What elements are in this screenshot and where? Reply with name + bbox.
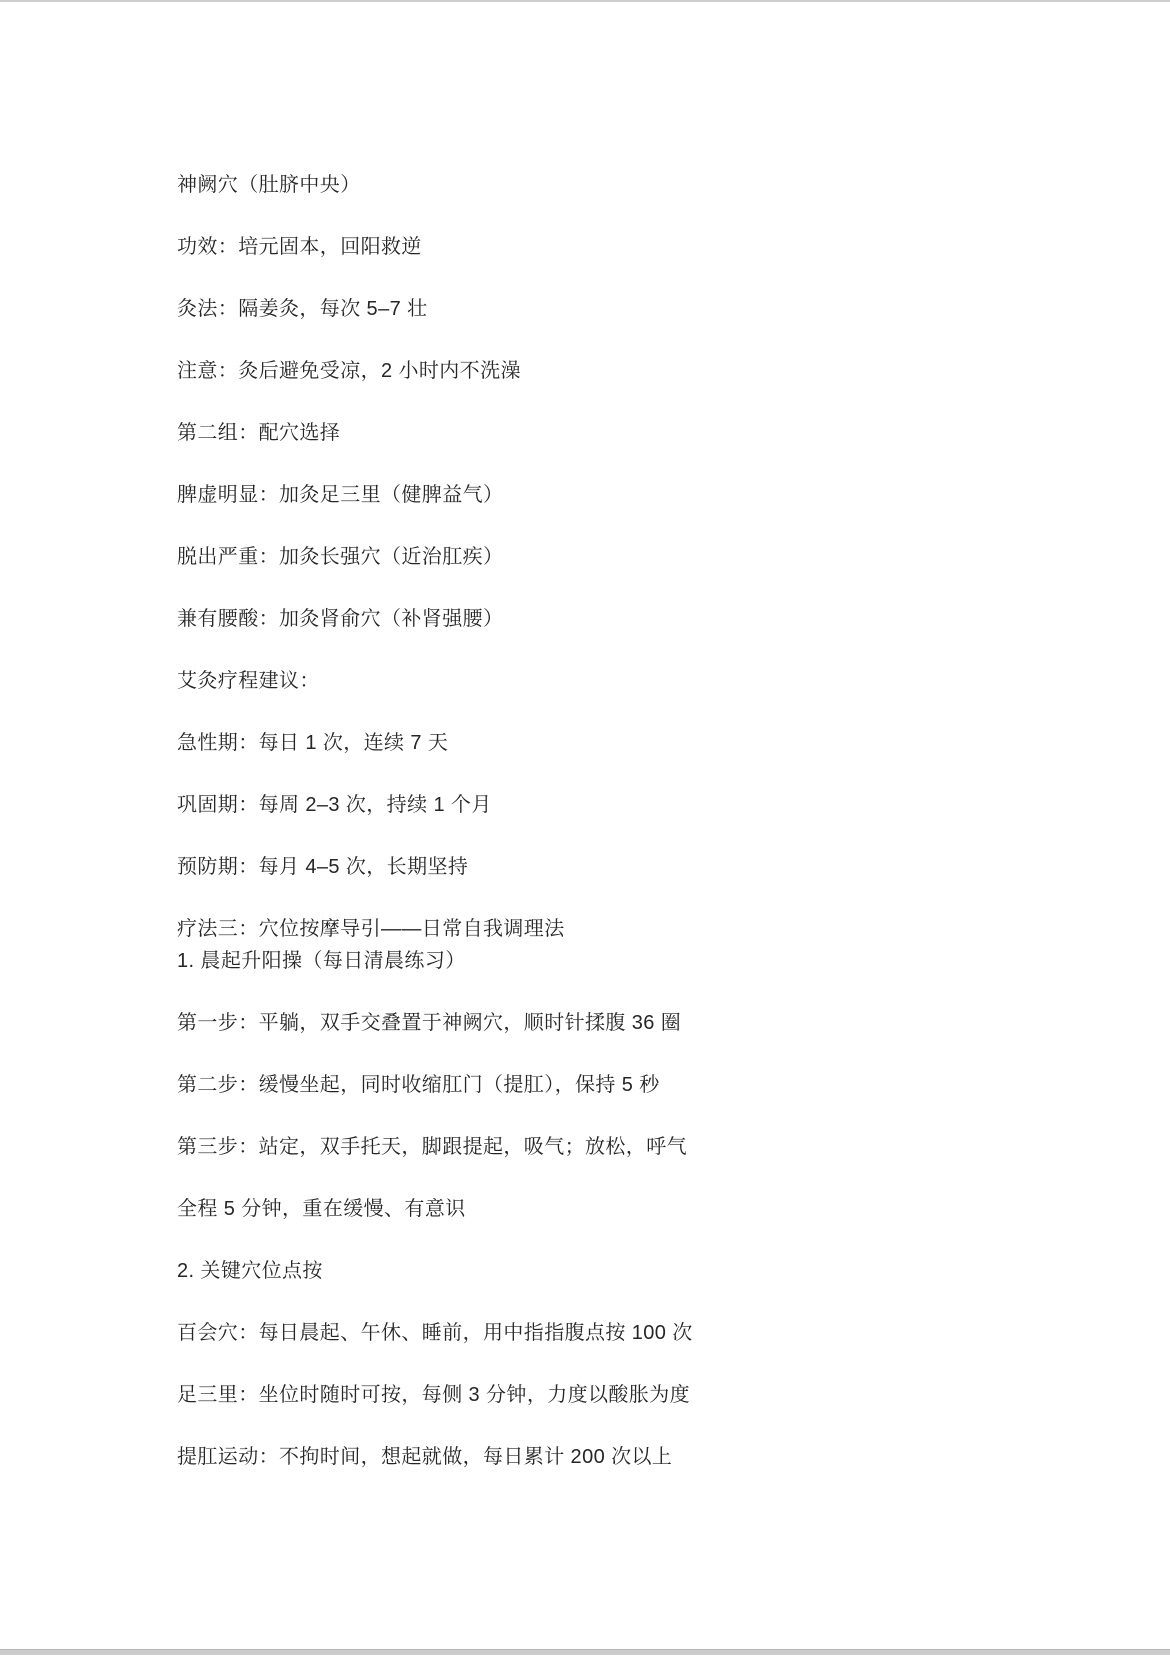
text-line: 注意：灸后避免受凉，2 小时内不洗澡 <box>177 360 521 382</box>
text-paragraph <box>177 1131 1117 1163</box>
text-paragraph <box>177 1441 1117 1473</box>
text-line: 兼有腰酸：加灸肾俞穴（补肾强腰） <box>177 608 504 630</box>
text-line: 神阙穴（肚脐中央） <box>177 174 361 196</box>
text-paragraph <box>177 1007 1117 1039</box>
text-paragraph <box>177 479 1117 511</box>
text-paragraph <box>177 231 1117 263</box>
text-paragraph <box>177 541 1117 573</box>
text-line: 1. 晨起升阳操（每日清晨练习） <box>177 950 466 972</box>
text-paragraph <box>177 1255 1117 1287</box>
text-line: 艾灸疗程建议： <box>177 670 320 692</box>
text-paragraph <box>177 851 1117 883</box>
text-line: 脾虚明显：加灸足三里（健脾益气） <box>177 484 504 506</box>
text-line: 疗法三：穴位按摩导引——日常自我调理法 <box>177 918 565 940</box>
text-paragraph <box>177 913 1117 977</box>
text-line: 功效：培元固本，回阳救逆 <box>177 236 422 258</box>
top-border-line <box>0 0 1170 2</box>
text-paragraph <box>177 789 1117 821</box>
text-line: 第三步：站定，双手托天，脚跟提起，吸气；放松，呼气 <box>177 1136 687 1158</box>
text-line: 百会穴：每日晨起、午休、睡前，用中指指腹点按 100 次 <box>177 1322 693 1344</box>
text-paragraph <box>177 603 1117 635</box>
text-line: 全程 5 分钟，重在缓慢、有意识 <box>177 1198 466 1220</box>
text-paragraph <box>177 293 1117 325</box>
text-line: 脱出严重：加灸长强穴（近治肛疾） <box>177 546 504 568</box>
text-line: 提肛运动：不拘时间，想起就做，每日累计 200 次以上 <box>177 1446 673 1468</box>
text-line: 2. 关键穴位点按 <box>177 1260 323 1282</box>
text-paragraph <box>177 1317 1117 1349</box>
text-line: 第二组：配穴选择 <box>177 422 341 444</box>
text-paragraph <box>177 169 1117 201</box>
text-line: 预防期：每月 4–5 次，长期坚持 <box>177 856 469 878</box>
bottom-edge-bar <box>0 1649 1170 1655</box>
text-paragraph <box>177 665 1117 697</box>
text-paragraph <box>177 355 1117 387</box>
text-line: 第二步：缓慢坐起，同时收缩肛门（提肛），保持 5 秒 <box>177 1074 660 1096</box>
text-paragraph <box>177 1069 1117 1101</box>
text-paragraph <box>177 727 1117 759</box>
text-line: 第一步：平躺，双手交叠置于神阙穴，顺时针揉腹 36 圈 <box>177 1012 682 1034</box>
text-paragraph <box>177 1193 1117 1225</box>
text-line: 巩固期：每周 2–3 次，持续 1 个月 <box>177 794 492 816</box>
text-paragraph <box>177 417 1117 449</box>
text-paragraph <box>177 1379 1117 1411</box>
text-line: 灸法：隔姜灸，每次 5–7 壮 <box>177 298 428 320</box>
document-content <box>177 169 1117 1503</box>
text-line: 急性期：每日 1 次，连续 7 天 <box>177 732 449 754</box>
text-line: 足三里：坐位时随时可按，每侧 3 分钟，力度以酸胀为度 <box>177 1384 691 1406</box>
